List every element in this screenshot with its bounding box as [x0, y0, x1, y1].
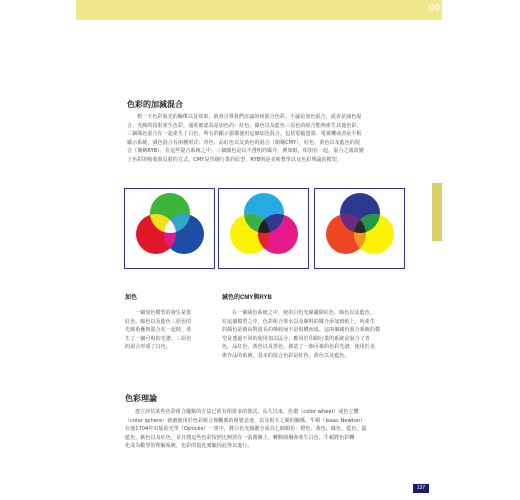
side-tab: [432, 183, 442, 241]
page-number: 09: [428, 3, 440, 14]
section2-paragraph: 建立評估某些色彩組合優點的方法已經有相當多的嘗試。長久以來，色環（color wheel）或色立體 （color sphere）就被使用於色彩組合與觀審的視覺表達，以及相互之間的關係。牛頓（Isaac Newton） 在他1704年出版的光學（Opticks）一書中，將白色光線劃分成為七個顏色：橙色、黃色、綠色、藍色、靛 藍色，紫色以及紅色，並且將這些色彩按照比例放在一張圓盤上，轉動圓盤會產生白色。牛頓將色彩轉 化成為數學的理解系統，色彩的量化實驗因此得以進行。: [125, 409, 367, 450]
cmy-venn: [219, 189, 308, 268]
folio-number: 137: [416, 485, 426, 491]
subtractive-paragraph: 在一個減色系統之中，使用白色光線濾除紅色、綠色以及藍色。 在這個模型之中，色彩組合墨水以及顏料的媒介添加到紙上，所產生 的顏色是藉由對波長的吸收而不是組構而成。這兩個減色混合系統的模 型是透過不同的使用加以區分，應用於印刷行業的系統是混合了青 色、品紅色、黃色以及黑色，創造了一個可視的色彩光譜。使用於美 術作品的系統，基本的混合色彩是紅色、黃色以及藍色。: [222, 310, 381, 359]
rgb-additive-diagram: [124, 188, 215, 269]
ryb-venn: [315, 189, 404, 268]
section1-paragraph: 想一下色彩與光的關係以及效果，就會引導我們討論如何混合色彩。不論是加色混合，或者是減色混 合，光線的投射產生色彩，通常被認為是加色的：紅色、綠色以及藍色三原色的組合能夠產生其他色彩， 三個顏色混合在一起產生了白色。所有的顯示器都使用這個加色混合，包括電腦螢幕、電視機或者是平板 顯示系統。減色混合有兩種形式：青色、品紅色以及黃色的混合（簡稱CMY），紅色、黃色以及藍色的混 合（簡稱RYB），在這些混合系統之中，三個顏色是以不透明的媒介，例如紙，相加在一起。混合之後改變 了色彩的吸收與反射的方式。CMY是印刷行業的原型，RYB則是美術教學以及色彩理論的模型。: [127, 114, 364, 163]
rgb-venn: [125, 189, 214, 268]
additive-heading: 加色: [125, 295, 138, 301]
section-title-mixing: 色彩的加減混合: [127, 100, 183, 109]
additive-paragraph: 一個加色模型的發生是當 紅色、綠色以及藍色三原色的 光線重疊與混合在一起時，產 生了一個可視的光譜。三原色 的混合形成了白色。: [125, 310, 192, 351]
section-title-color-theory: 色彩理論: [125, 394, 157, 403]
subtractive-heading: 減色的CMY與RYB: [222, 295, 272, 301]
ryb-diagram: [314, 188, 405, 269]
cmy-subtractive-diagram: [218, 188, 309, 269]
header-band: [76, 0, 442, 20]
folio-badge: [413, 484, 429, 493]
